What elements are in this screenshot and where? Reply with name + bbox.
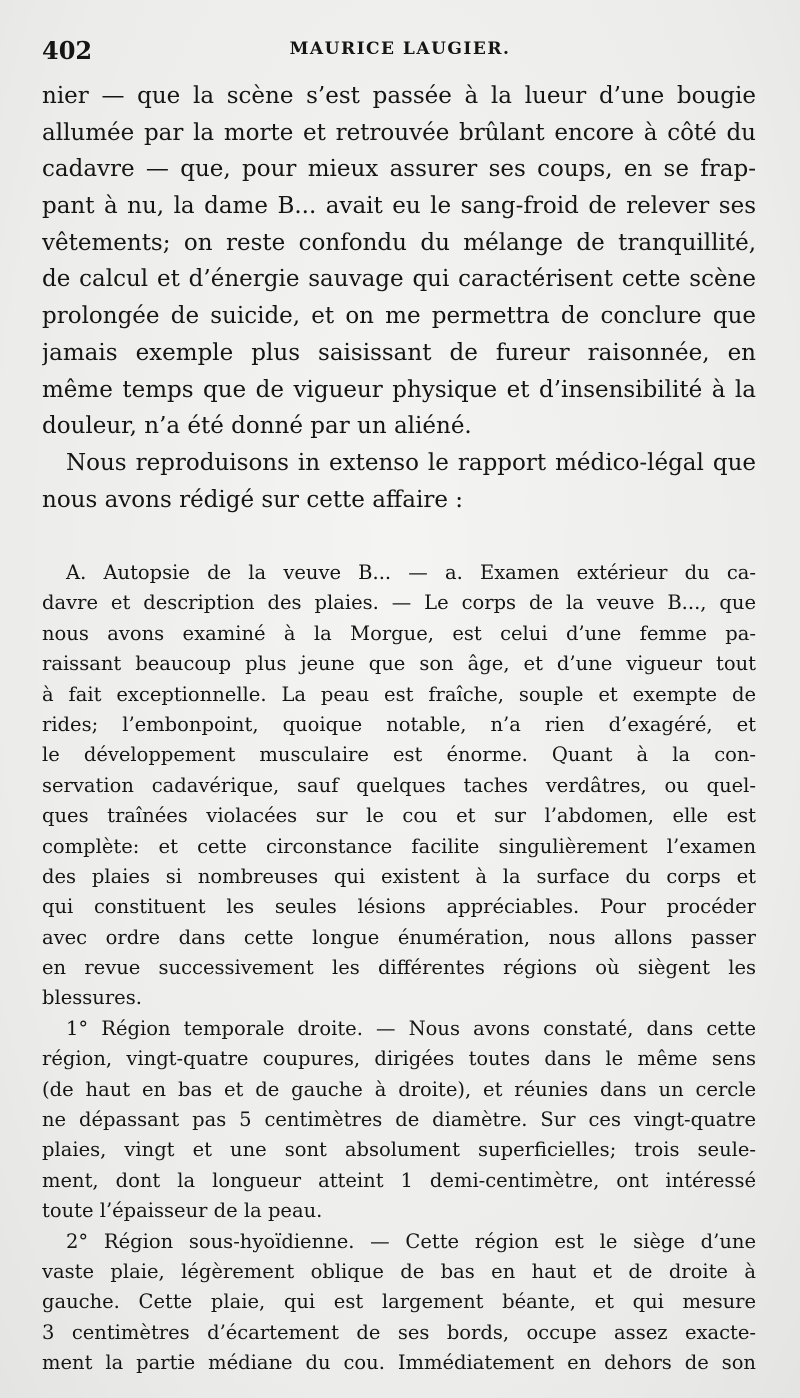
text-line: nous avons examiné à la Morgue, est celui d’une femme pa-: [42, 621, 756, 645]
text-line: région, vingt-quatre coupures, dirigées toutes dans le même sens: [42, 1047, 756, 1071]
text-line: toute l’épaisseur de la peau.: [42, 1199, 323, 1223]
text-line: ne dépassant pas 5 centimètres de diamètre. Sur ces vingt-quatre: [42, 1108, 756, 1132]
text-line: ment, dont la longueur atteint 1 demi-centimètre, ont intéressé: [42, 1168, 756, 1192]
report-text: [42, 558, 756, 1379]
text-line: des plaies si nombreuses qui existent à la surface du corps et: [42, 864, 756, 888]
text-line: le développement musculaire est énorme. Quant à la con-: [42, 743, 756, 767]
text-line: qui constituent les seules lésions appréciables. Pour procéder: [42, 895, 756, 919]
text-line: davre et description des plaies. — Le corps de la veuve B..., que: [42, 591, 756, 615]
text-line: gauche. Cette plaie, qui est largement béante, et qui mesure: [42, 1290, 756, 1314]
text-line: 3 centimètres d’écartement de ses bords, occupe assez exacte-: [42, 1320, 756, 1344]
text-line: plaies, vingt et une sont absolument superficielles; trois seule-: [42, 1138, 756, 1162]
text-line: ques traînées violacées sur le cou et sur l’abdomen, elle est: [42, 804, 756, 828]
text-line: jamais exemple plus saisissant de fureur raisonnée, en: [42, 339, 756, 366]
text-line: pant à nu, la dame B... avait eu le sang-froid de relever ses: [42, 193, 756, 220]
text-line: en revue successivement les différentes régions où siègent les: [42, 956, 756, 980]
text-line: douleur, n’a été donné par un aliéné.: [42, 413, 472, 440]
text-line: vaste plaie, légèrement oblique de bas en haut et de droite à: [42, 1259, 756, 1283]
text-line: servation cadavérique, sauf quelques taches verdâtres, ou quel-: [42, 773, 756, 797]
text-line: 1° Région temporale droite. — Nous avons constaté, dans cette: [66, 1016, 756, 1040]
running-head: MAURICE LAUGIER.: [289, 39, 511, 59]
text-line: nier — que la scène s’est passée à la lueur d’une bougie: [42, 83, 756, 109]
text-line: de calcul et d’énergie sauvage qui caractérisent cette scène: [42, 266, 756, 293]
text-line: cadavre — que, pour mieux assurer ses coups, en se frap-: [42, 156, 756, 183]
text-line: vêtements; on reste confondu du mélange de tranquillité,: [42, 229, 756, 256]
text-line: nous avons rédigé sur cette affaire :: [42, 486, 464, 513]
text-line: 2° Région sous-hyoïdienne. — Cette région est le siège d’une: [66, 1229, 756, 1253]
text-line: (de haut en bas et de gauche à droite), et réunies dans un cercle: [42, 1077, 756, 1101]
text-line: allumée par la morte et retrouvée brûlant encore à côté du: [42, 119, 756, 146]
text-line: complète: et cette circonstance facilite singulièrement l’examen: [42, 834, 756, 858]
text-line: blessures.: [42, 986, 142, 1010]
page-header: [42, 36, 758, 66]
text-line: même temps que de vigueur physique et d’insensibilité à la: [42, 376, 756, 403]
text-line: à fait exceptionnelle. La peau est fraîche, souple et exempte de: [42, 682, 756, 706]
text-line: rides; l’embonpoint, quoique notable, n’a rien d’exagéré, et: [42, 712, 756, 736]
text-line: Nous reproduisons in extenso le rapport médico-légal que: [66, 449, 756, 476]
text-line: avec ordre dans cette longue énumération, nous allons passer: [42, 925, 756, 949]
text-line: A. Autopsie de la veuve B... — a. Examen extérieur du ca-: [66, 561, 756, 584]
main-text: [42, 78, 756, 518]
text-line: prolongée de suicide, et on me permettra de conclure que: [42, 303, 756, 330]
text-line: raissant beaucoup plus jeune que son âge, et d’une vigueur tout: [42, 652, 756, 676]
text-line: ment la partie médiane du cou. Immédiatement en dehors de son: [42, 1351, 756, 1375]
page-number: 402: [42, 36, 93, 65]
